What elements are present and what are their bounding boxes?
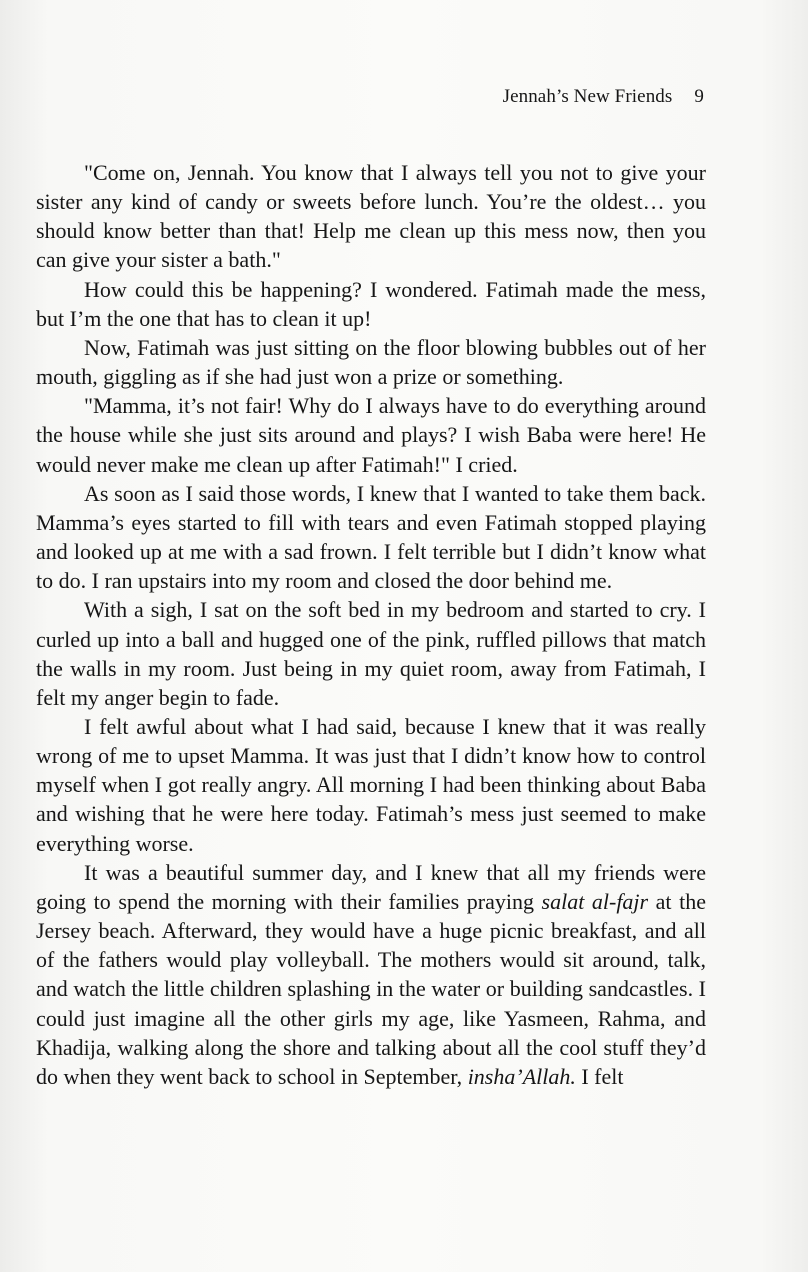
text-run: I felt <box>575 1063 624 1089</box>
text-run: It was a beautiful summer day, and I knew that all my friends were going to spend the morning with their families praying <box>36 859 706 914</box>
body-text <box>36 158 706 1091</box>
paragraph: With a sigh, I sat on the soft bed in my bedroom and started to cry. I curled up into a ball and hugged one of the pink, ruffled pillows that match the walls in my room. Just being in my quiet room, away from Fatimah, I felt my anger begin to fade. <box>36 597 706 710</box>
paragraph: "Come on, Jennah. You know that I always tell you not to give your sister any kind of candy or sweets before lunch. You’re the oldest… you should know better than that! Help me clean up this mess now, then you can give your sister a bath." <box>36 160 706 273</box>
paragraph: How could this be happening? I wondered. Fatimah made the mess, but I’m the one that has to clean it up! <box>36 276 706 331</box>
page-number: 9 <box>694 86 704 107</box>
paragraph: As soon as I said those words, I knew that I wanted to take them back. Mamma’s eyes started to fill with tears and even Fatimah stopped playing and looked up at me with a sad frown. I felt terrible but I didn’t know what to do. I ran upstairs into my room and closed the door behind me. <box>36 480 706 594</box>
chapter-title: Jennah’s New Friends <box>502 86 673 107</box>
paragraph: Now, Fatimah was just sitting on the floor blowing bubbles out of her mouth, giggling as if she had just won a prize or something. <box>36 334 706 390</box>
paragraph: I felt awful about what I had said, because I knew that it was really wrong of me to upset Mamma. It was just that I didn’t know how to control myself when I got really angry. All morning I had been thinking about Baba and wishing that he were here today. Fatimah’s mess just seemed to make everything worse. <box>36 713 706 856</box>
text-run: at the Jersey beach. Afterward, they would have a huge picnic breakfast, and all of the fathers would play volleyball. The mothers would sit around, talk, and watch the little children splashing in the water or building sandcastles. I could just imagine all the other girls my age, like Yasmeen, Rahma, and Khadija, walking along the shore and talking about all the cool stuff they’d do when they went back to school in September, <box>36 888 706 1089</box>
italic-term: insha’Allah. <box>467 1063 576 1089</box>
italic-term: salat al-fajr <box>541 888 649 914</box>
running-head <box>503 86 704 108</box>
paragraph <box>36 858 706 1091</box>
paragraph: "Mamma, it’s not fair! Why do I always have to do everything around the house while she just sits around and plays? I wish Baba were here! He would never make me clean up after Fatimah!" I cried. <box>36 393 706 477</box>
